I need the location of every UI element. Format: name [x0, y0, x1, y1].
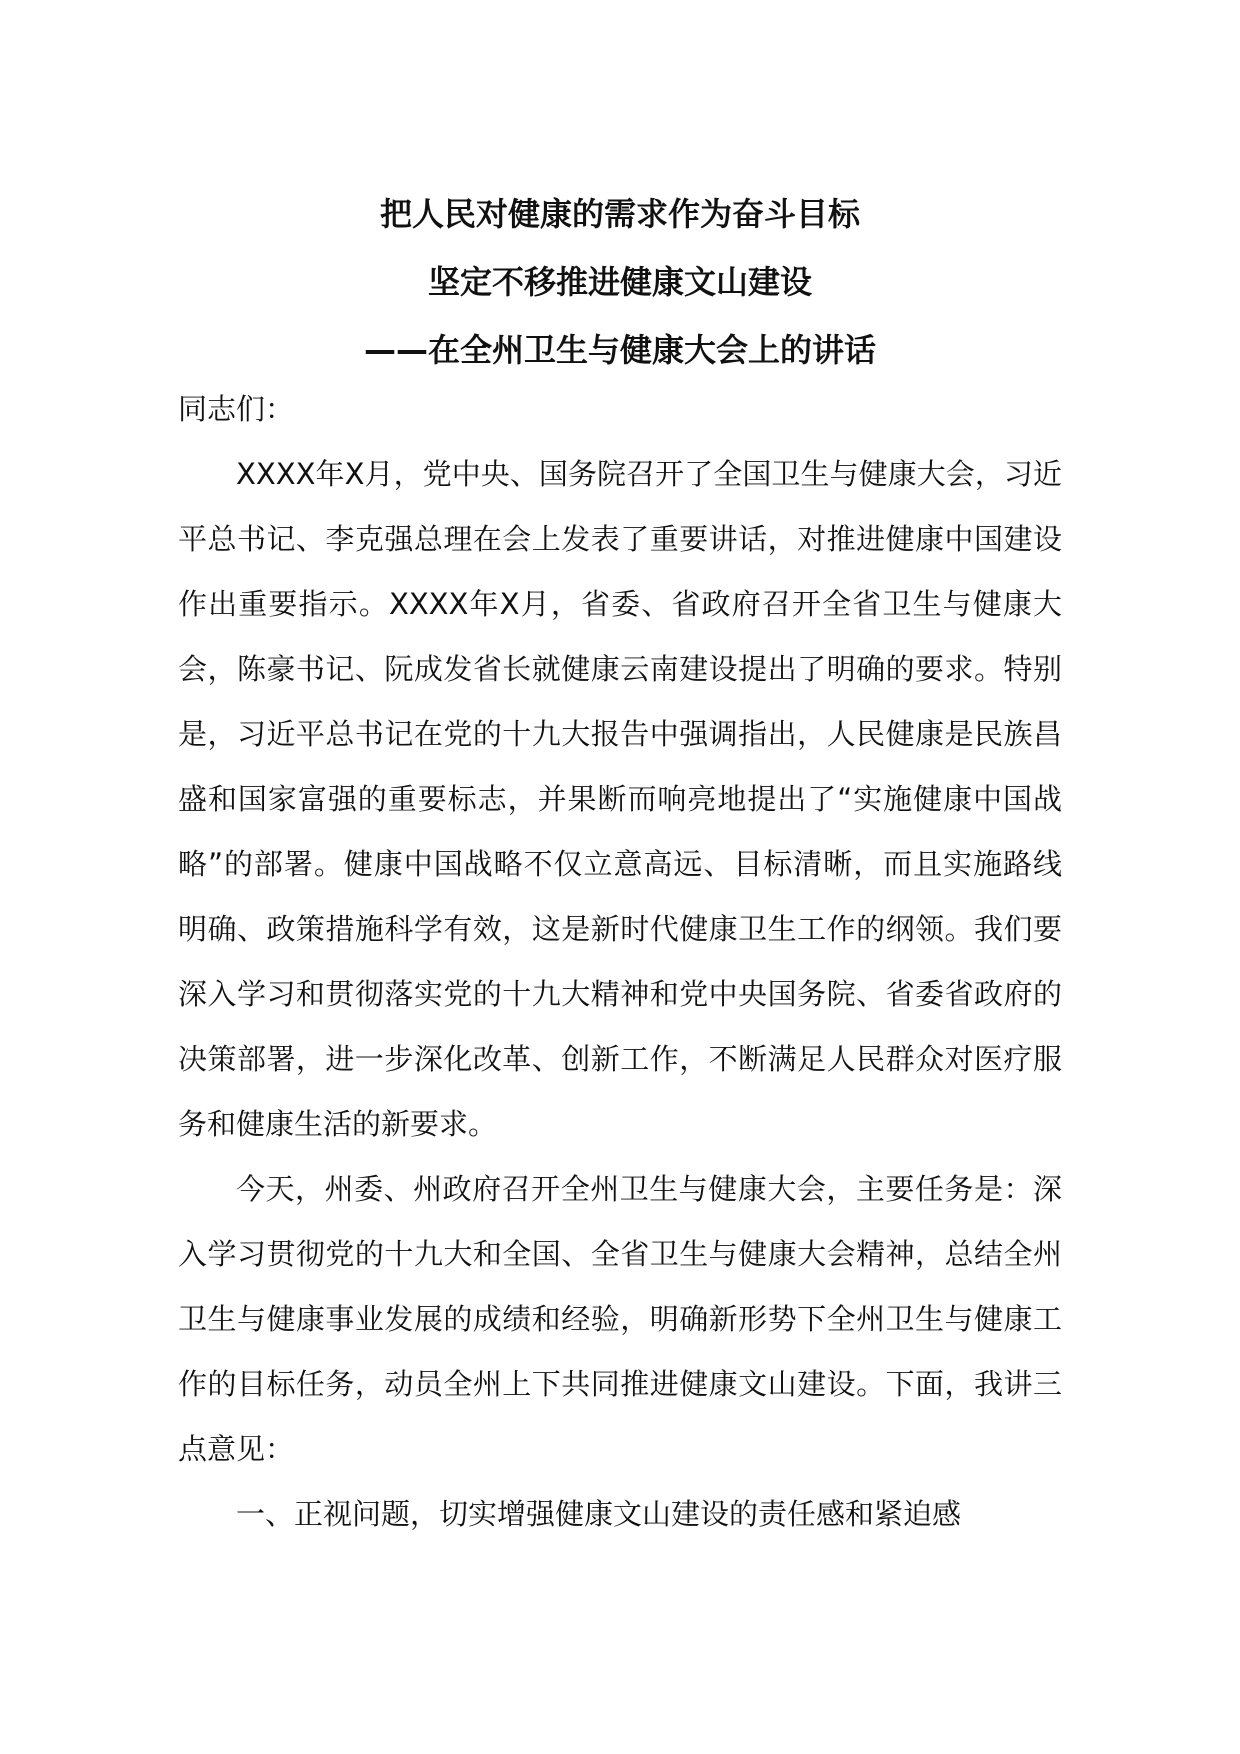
- document-title: [0, 180, 1240, 384]
- paragraph-2: 今天，州委、州政府召开全州卫生与健康大会，主要任务是：深入学习贯彻党的十九大和全国、全省卫生与健康大会精神，总结全州卫生与健康事业发展的成绩和经验，明确新形势下全州卫生与健康工作的目标任务，动员全州上下共同推进健康文山建设。下面，我讲三点意见：: [178, 1172, 1062, 1466]
- title-line-1: 把人民对健康的需求作为奋斗目标: [379, 195, 860, 233]
- title-line-2: 坚定不移推进健康文山建设: [427, 263, 812, 301]
- subtitle-line: ——在全州卫生与健康大会上的讲话: [363, 331, 876, 369]
- salutation: 同志们：: [178, 392, 295, 426]
- section-heading-1: 一、正视问题，切实增强健康文山建设的责任感和紧迫感: [236, 1497, 962, 1531]
- paragraph-1: XXXX年X月，党中央、国务院召开了全国卫生与健康大会，习近平总书记、李克强总理在会上发表了重要讲话，对推进健康中国建设作出重要指示。XXXX年X月，省委、省政府召开全省卫生与健康大会，陈豪书记、阮成发省长就健康云南建设提出了明确的要求。特别是，习近平总书记在党的十九大报告中强调指出，人民健康是民族昌盛和国家富强的重要标志，并果断而响亮地提出了“实施健康中国战略”的部署。健康中国战略不仅立意高远、目标清晰，而且实施路线明确、政策措施科学有效，这是新时代健康卫生工作的纲领。我们要深入学习和贯彻落实党的十九大精神和党中央国务院、省委省政府的决策部署，进一步深化改革、创新工作，不断满足人民群众对医疗服务和健康生活的新要求。: [178, 457, 1062, 1141]
- document-body: [178, 377, 1062, 1547]
